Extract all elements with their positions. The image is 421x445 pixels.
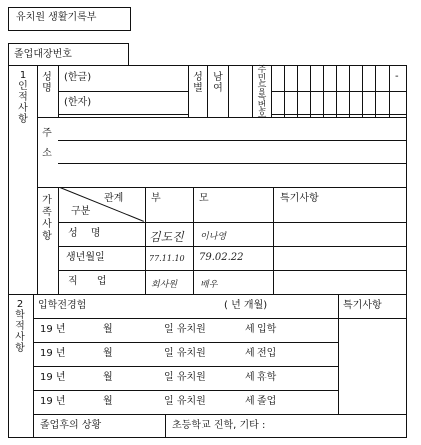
category-header: 구분 xyxy=(71,206,91,217)
record-year: 19 년 xyxy=(40,324,66,335)
after-graduation-value[interactable]: 초등학교 진학, 기타 : xyxy=(172,420,266,431)
section1-label: 1 인적사항 xyxy=(18,70,28,125)
graduation-no-label: 졸업대장번호 xyxy=(14,49,72,60)
record-age: 세 xyxy=(245,396,255,407)
record-event: 입학 xyxy=(257,324,277,335)
sex-label: 성별 xyxy=(193,72,203,94)
prior-experience-label: 입학전경험 xyxy=(38,300,87,311)
mother-name-value[interactable]: 이나영 xyxy=(200,232,227,242)
record-day: 일 유치원 xyxy=(164,372,206,383)
form-title: 유치원 생활기록부 xyxy=(16,12,97,23)
sex-value[interactable]: 남여 xyxy=(213,72,223,94)
record-age: 세 xyxy=(245,348,255,359)
section2-remarks-header: 특기사항 xyxy=(343,300,382,311)
father-name-value[interactable]: 김도진 xyxy=(149,230,184,244)
record-year: 19 년 xyxy=(40,348,66,359)
record-event: 휴학 xyxy=(257,372,277,383)
resident-no-dash: - xyxy=(395,71,399,82)
record-month: 월 xyxy=(103,372,113,383)
record-month: 월 xyxy=(103,348,113,359)
record-age: 세 xyxy=(245,324,255,335)
family-label: 가족사항 xyxy=(42,195,52,242)
section2-label: 2 학적사항 xyxy=(15,299,25,354)
father-job-value[interactable]: 회사원 xyxy=(151,280,178,290)
record-day: 일 유치원 xyxy=(164,324,206,335)
mother-header: 모 xyxy=(199,193,209,204)
father-birth-value[interactable]: 77.11.10 xyxy=(149,254,185,263)
record-month: 월 xyxy=(103,396,113,407)
father-header: 부 xyxy=(151,193,161,204)
mother-birth-value[interactable]: 79.02.22 xyxy=(199,252,244,263)
family-remarks-header: 특기사항 xyxy=(280,193,319,204)
name-korean-field[interactable]: (한글) xyxy=(64,72,92,83)
record-year: 19 년 xyxy=(40,396,66,407)
after-graduation-label: 졸업후의 상황 xyxy=(40,420,102,431)
resident-no-label: 주민등록번호 xyxy=(257,65,267,120)
record-event: 졸업 xyxy=(257,396,277,407)
name-hanja-field[interactable]: (한자) xyxy=(64,97,92,108)
family-row-label: 성 명 xyxy=(68,228,106,239)
record-day: 일 유치원 xyxy=(164,348,206,359)
relation-header: 관계 xyxy=(104,193,124,204)
family-row-label: 생년월일 xyxy=(66,252,105,263)
record-month: 월 xyxy=(103,324,113,335)
record-day: 일 유치원 xyxy=(164,396,206,407)
prior-period-field[interactable]: ( 년 개월) xyxy=(224,300,268,311)
address-label: 주소 xyxy=(42,128,52,159)
family-row-label: 직 업 xyxy=(68,276,115,287)
name-label: 성명 xyxy=(42,72,52,94)
record-year: 19 년 xyxy=(40,372,66,383)
record-age: 세 xyxy=(245,372,255,383)
mother-job-value[interactable]: 배우 xyxy=(200,280,218,290)
record-event: 전입 xyxy=(257,348,277,359)
